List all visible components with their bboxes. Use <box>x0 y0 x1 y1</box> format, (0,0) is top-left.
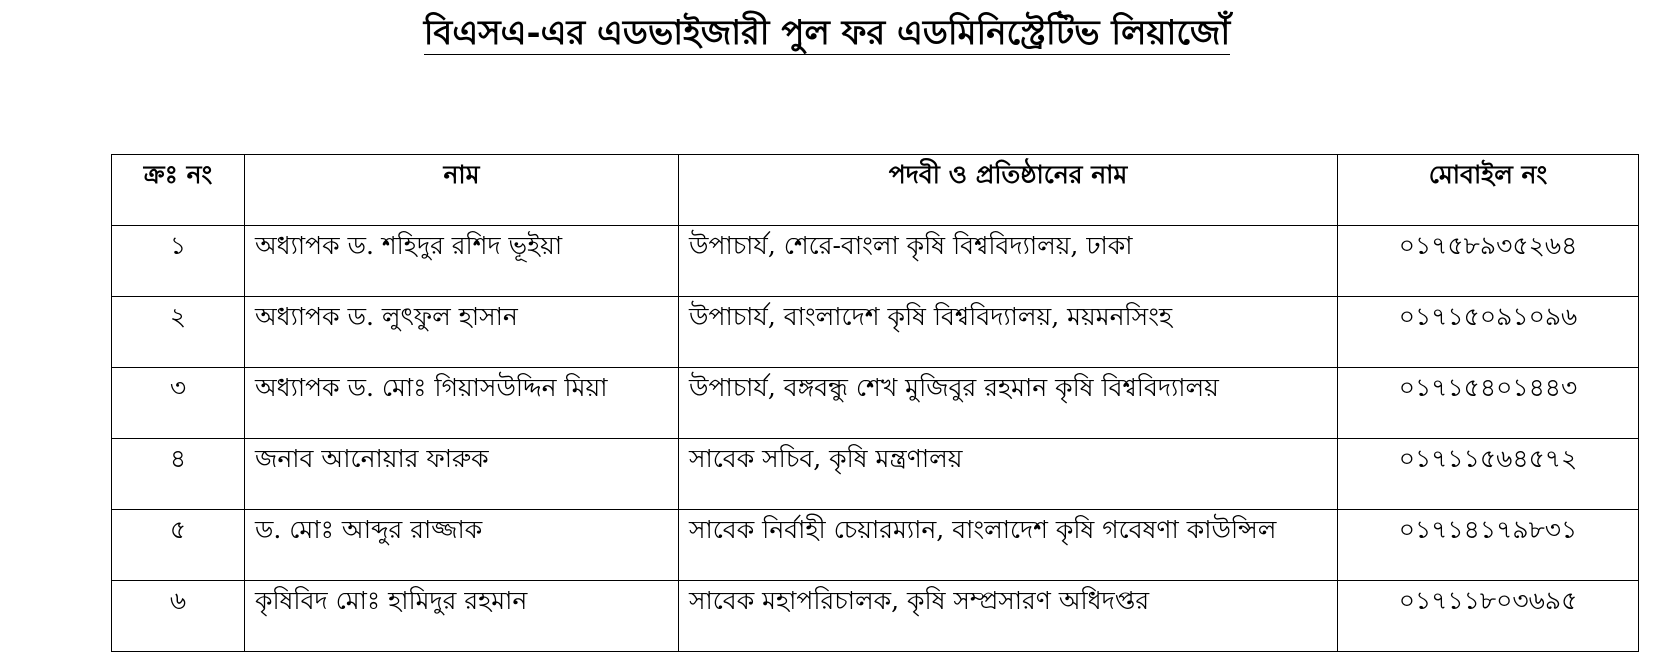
cell-designation: উপাচার্য, শেরে-বাংলা কৃষি বিশ্ববিদ্যালয়, ঢাকা <box>679 226 1338 297</box>
header-serial: ক্রঃ নং <box>112 155 245 226</box>
cell-name: জনাব আনোয়ার ফারুক <box>245 439 679 510</box>
cell-serial: ৬ <box>112 581 245 652</box>
cell-mobile: ০১৭৫৮৯৩৫২৬৪ <box>1338 226 1639 297</box>
table-row <box>112 368 1639 439</box>
table-header-row <box>112 155 1639 226</box>
page-title <box>0 10 1654 56</box>
cell-name: অধ্যাপক ড. মোঃ গিয়াসউদ্দিন মিয়া <box>245 368 679 439</box>
table-row <box>112 439 1639 510</box>
cell-mobile: ০১৭১৪১৭৯৮৩১ <box>1338 510 1639 581</box>
table-row <box>112 581 1639 652</box>
page-title-text: বিএসএ-এর এডভাইজারী পুল ফর এডমিনিস্ট্রেটিভ লিয়াজোঁ <box>423 13 1231 53</box>
cell-serial: ৪ <box>112 439 245 510</box>
cell-name: অধ্যাপক ড. শহিদুর রশিদ ভূইয়া <box>245 226 679 297</box>
cell-designation: উপাচার্য, বাংলাদেশ কৃষি বিশ্ববিদ্যালয়, ময়মনসিংহ <box>679 297 1338 368</box>
cell-mobile: ০১৭১৫৪০১৪৪৩ <box>1338 368 1639 439</box>
header-name: নাম <box>245 155 679 226</box>
cell-designation: সাবেক নির্বাহী চেয়ারম্যান, বাংলাদেশ কৃষি গবেষণা কাউন্সিল <box>679 510 1338 581</box>
cell-mobile: ০১৭১১৮০৩৬৯৫ <box>1338 581 1639 652</box>
table-row <box>112 510 1639 581</box>
cell-name: অধ্যাপক ড. লুৎফুল হাসান <box>245 297 679 368</box>
cell-designation: সাবেক সচিব, কৃষি মন্ত্রণালয় <box>679 439 1338 510</box>
advisory-pool-table <box>111 154 1639 652</box>
header-mobile: মোবাইল নং <box>1338 155 1639 226</box>
table-row <box>112 297 1639 368</box>
cell-mobile: ০১৭১১৫৬৪৫৭২ <box>1338 439 1639 510</box>
table-row <box>112 226 1639 297</box>
cell-serial: ৩ <box>112 368 245 439</box>
cell-mobile: ০১৭১৫০৯১০৯৬ <box>1338 297 1639 368</box>
header-designation: পদবী ও প্রতিষ্ঠানের নাম <box>679 155 1338 226</box>
cell-designation: সাবেক মহাপরিচালক, কৃষি সম্প্রসারণ অধিদপ্তর <box>679 581 1338 652</box>
cell-designation: উপাচার্য, বঙ্গবন্ধু শেখ মুজিবুর রহমান কৃষি বিশ্ববিদ্যালয় <box>679 368 1338 439</box>
cell-serial: ১ <box>112 226 245 297</box>
cell-name: কৃষিবিদ মোঃ হামিদুর রহমান <box>245 581 679 652</box>
cell-name: ড. মোঃ আব্দুর রাজ্জাক <box>245 510 679 581</box>
cell-serial: ২ <box>112 297 245 368</box>
cell-serial: ৫ <box>112 510 245 581</box>
